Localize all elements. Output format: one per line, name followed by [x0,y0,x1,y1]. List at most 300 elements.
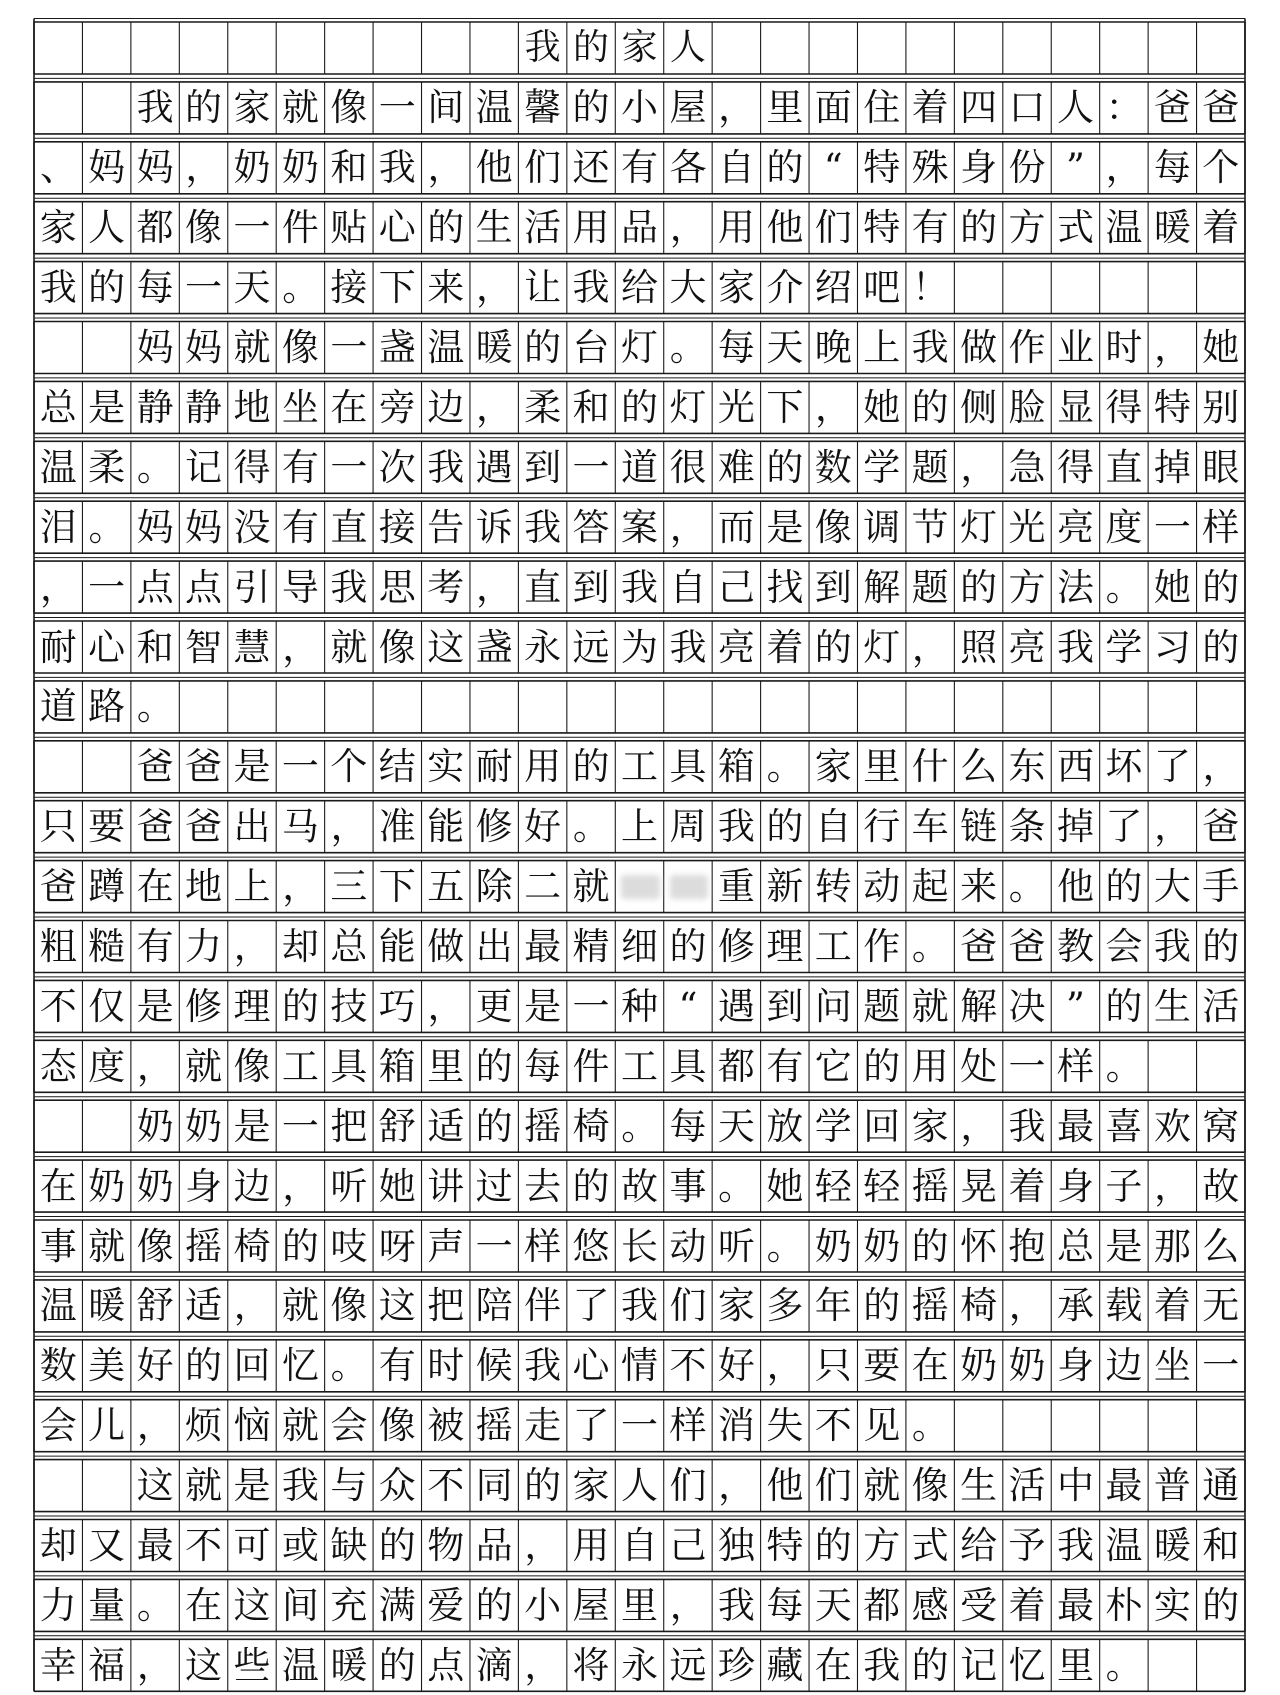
paragraph-1-char: 有 [620,146,658,190]
paragraph-2-char: ， [815,385,853,429]
paragraph-2-char: 灯 [620,326,658,369]
paragraph-3-char: ， [233,925,271,968]
paragraph-3-char: 手 [1202,865,1240,909]
paragraph-5-char: 他 [766,1464,804,1508]
paragraph-5-char: 与 [330,1464,368,1508]
paragraph-5-char: ， [136,1643,174,1687]
paragraph-2-char: 到 [572,565,610,609]
paragraph-2-char: 到 [524,445,562,489]
paragraph-3-char: 转 [814,865,852,909]
paragraph-3-char: ， [1202,745,1240,789]
paragraph-4-char: 失 [766,1404,804,1448]
paragraph-5-char: 却 [39,1524,77,1567]
paragraph-4-char: 的 [572,1164,610,1208]
paragraph-1-char: 贴 [330,206,368,250]
paragraph-2-char: 泪 [39,505,77,549]
paragraph-1-char: 每 [1153,146,1191,190]
paragraph-5-char: 最 [1056,1583,1094,1627]
paragraph-5-char: 中 [1056,1464,1094,1508]
paragraph-4-char: 载 [1105,1284,1143,1328]
paragraph-2-char: 的 [524,326,562,369]
paragraph-4-char: 欢 [1153,1104,1191,1148]
paragraph-1-char: 家 [717,266,755,310]
paragraph-4-char: 会 [39,1404,77,1448]
paragraph-3-char: 种 [620,984,658,1028]
paragraph-2-char: 的 [620,385,658,429]
paragraph-3-char: 车 [911,805,949,849]
paragraph-5-char: 充 [330,1583,368,1627]
paragraph-1-char: 屋 [669,86,707,130]
paragraph-2-char: 为 [620,625,658,669]
paragraph-5-char: 给 [960,1524,998,1567]
paragraph-4-char: 要 [863,1344,901,1388]
paragraph-1-char: ， [185,146,223,190]
paragraph-4-char: 着 [1008,1164,1046,1208]
paragraph-2-char: 的 [814,625,852,669]
paragraph-2-char: 得 [1056,445,1094,489]
paragraph-4-char: ， [1154,1164,1192,1208]
paragraph-3-char: ， [282,865,320,909]
paragraph-4-char: 悠 [572,1224,610,1268]
paragraph-3-char: 修 [717,925,755,968]
paragraph-2-char: 我 [330,565,368,609]
paragraph-4-char: 。 [621,1104,659,1148]
paragraph-2-char: 盏 [475,625,513,669]
paragraph-2-char: 有 [281,445,319,489]
paragraph-4-char: 放 [766,1104,804,1148]
paragraph-4-char: 好 [717,1344,755,1388]
paragraph-1-char: 我 [378,146,416,190]
paragraph-5-char: 特 [766,1524,804,1567]
paragraph-2-char: 一 [88,565,126,609]
paragraph-5-char: ， [524,1524,562,1567]
paragraph-3-char: 爸 [185,745,223,789]
paragraph-4-char: ， [960,1104,998,1148]
paragraph-2-char: 诉 [475,505,513,549]
paragraph-4-char: 的 [475,1104,513,1148]
paragraph-1-char: 生 [475,206,513,250]
paragraph-4-char: 家 [717,1284,755,1328]
paragraph-1-char: 四 [960,86,998,130]
paragraph-4-char: 长 [620,1224,658,1268]
paragraph-3-char: 技 [330,984,368,1028]
paragraph-4-char: 怀 [960,1224,998,1268]
paragraph-2-char: 一 [572,445,610,489]
paragraph-1-char: 绍 [814,266,852,310]
paragraph-4-char: 事 [669,1164,707,1208]
paragraph-3-char: 的 [1105,865,1143,909]
paragraph-3-char: 出 [233,805,271,849]
paragraph-4-char: 总 [1056,1224,1094,1268]
paragraph-2-char: 习 [1153,625,1191,669]
paragraph-1-char: 用 [572,206,610,250]
paragraph-2-char: 的 [960,565,998,609]
paragraph-3-char: 爸 [136,745,174,789]
paragraph-3-char: 修 [185,984,223,1028]
paragraph-3-char: 。 [1008,865,1046,909]
paragraph-3-char: 了 [1105,805,1143,849]
paragraph-5-char: 通 [1202,1464,1240,1508]
paragraph-4-char: ， [282,1164,320,1208]
paragraph-4-char: 暖 [88,1284,126,1328]
paragraph-2-char: 记 [185,445,223,489]
paragraph-1-char: 还 [572,146,610,190]
paragraph-3-char: 的 [281,984,319,1028]
paragraph-4-char: 每 [669,1104,707,1148]
paragraph-3-char: 周 [669,805,707,849]
paragraph-3-char: 行 [863,805,901,849]
paragraph-2-char: 找 [766,565,804,609]
paragraph-1-char: 奶 [281,146,319,190]
paragraph-1-char: 有 [911,206,949,250]
paragraph-1-char: ， [718,86,756,130]
paragraph-3-char: 教 [1056,925,1094,968]
paragraph-2-char: 答 [572,505,610,549]
paragraph-2-char: 做 [960,326,998,369]
paragraph-5-char: 又 [88,1524,126,1567]
paragraph-3-char: 有 [766,1044,804,1088]
paragraph-4-char: 动 [669,1224,707,1268]
paragraph-2-char: 难 [717,445,755,489]
paragraph-4-char: 呀 [378,1224,416,1268]
paragraph-1-char: 都 [136,206,174,250]
paragraph-5-char: 这 [136,1464,174,1508]
paragraph-4-char: 奶 [814,1224,852,1268]
paragraph-4-char: 奶 [136,1104,174,1148]
paragraph-4-char: 年 [814,1284,852,1328]
paragraph-5-char: 暖 [1153,1524,1191,1567]
paragraph-2-char: 得 [233,445,271,489]
paragraph-4-char: 子 [1105,1164,1143,1208]
paragraph-1-char: ， [1105,146,1143,190]
paragraph-3-char: 工 [620,745,658,789]
paragraph-2-char: 我 [1056,625,1094,669]
paragraph-4-char: 事 [39,1224,77,1268]
paragraph-1-char: 爸 [1202,86,1240,130]
paragraph-1-char: 身 [960,146,998,190]
paragraph-3-char: 理 [766,925,804,968]
paragraph-1-char: 一 [233,206,271,250]
paragraph-2-char: 的 [766,445,804,489]
paragraph-1-char: 面 [814,86,852,130]
paragraph-4-char: 故 [620,1164,658,1208]
paragraph-5-char: 们 [814,1464,852,1508]
paragraph-3-char: 工 [814,925,852,968]
paragraph-2-char: 温 [39,445,77,489]
paragraph-5-char: 。 [136,1583,174,1627]
paragraph-4-char: 轻 [814,1164,852,1208]
paragraph-1-char: 的 [88,266,126,310]
paragraph-4-char: 的 [911,1224,949,1268]
paragraph-2-char: 我 [524,505,562,549]
paragraph-1-char: 我 [572,266,610,310]
paragraph-4-char: 一 [620,1404,658,1448]
paragraph-5-char: 和 [1202,1524,1240,1567]
paragraph-4-char: 。 [718,1164,756,1208]
paragraph-2-char: 特 [1153,385,1191,429]
blurred-text-mark [670,875,708,899]
paragraph-1-char: 馨 [524,86,562,130]
paragraph-1-char: 来 [427,266,465,310]
paragraph-3-char: 里 [863,745,901,789]
paragraph-1-char: 份 [1008,146,1046,190]
paragraph-3-char: 具 [330,1044,368,1088]
paragraph-4-char: ， [1008,1284,1046,1328]
paragraph-3-char: ” [1065,984,1085,1028]
paragraph-2-char: 我 [669,625,707,669]
paragraph-1-char: 天 [233,266,271,310]
paragraph-3-char: 样 [1056,1044,1094,1088]
paragraph-3-char: 每 [524,1044,562,1088]
paragraph-4-char: 被 [427,1404,465,1448]
paragraph-3-char: 实 [427,745,465,789]
paragraph-1-char: 像 [185,206,223,250]
paragraph-3-char: 爸 [1008,925,1046,968]
paragraph-1-char: 妈 [88,146,126,190]
paragraph-2-char: 我 [427,445,465,489]
paragraph-5-char: 幸 [39,1643,77,1687]
paragraph-2-char: 直 [330,505,368,549]
paragraph-5-char: 间 [281,1583,319,1627]
paragraph-3-char: 除 [475,865,513,909]
paragraph-5-char: 最 [136,1524,174,1567]
paragraph-4-char: 晃 [960,1164,998,1208]
paragraph-1-char: 方 [1008,206,1046,250]
paragraph-2-char: 照 [960,625,998,669]
paragraph-3-char: 工 [620,1044,658,1088]
paragraph-1-char: 殊 [911,146,949,190]
paragraph-5-char: 在 [185,1583,223,1627]
paragraph-4-char: 是 [233,1104,271,1148]
paragraph-2-char: 远 [572,625,610,669]
paragraph-3-char: 处 [960,1044,998,1088]
paragraph-2-char: 温 [427,326,465,369]
paragraph-1-char: ： [1105,86,1143,130]
paragraph-1-char: 活 [524,206,562,250]
paragraph-4-char: 是 [1105,1224,1143,1268]
paragraph-5-char: 就 [185,1464,223,1508]
paragraph-4-char: 的 [281,1224,319,1268]
paragraph-5-char: 我 [717,1583,755,1627]
paragraph-4-char: 候 [475,1344,513,1388]
paragraph-5-char: 这 [233,1583,271,1627]
paragraph-2-char: 接 [378,505,416,549]
paragraph-4-char: 椅 [572,1104,610,1148]
paragraph-5-char: 实 [1153,1583,1191,1627]
paragraph-4-char: 不 [814,1404,852,1448]
paragraph-4-char: 故 [1202,1164,1240,1208]
paragraph-2-char: 亮 [717,625,755,669]
paragraph-1-char: 里 [766,86,804,130]
paragraph-2-char: 像 [378,625,416,669]
paragraph-5-char: 的 [378,1524,416,1567]
paragraph-5-char: 生 [960,1464,998,1508]
paragraph-4-char: 吱 [330,1224,368,1268]
paragraph-1-char: 暖 [1153,206,1191,250]
paragraph-1-char: 像 [330,86,368,130]
paragraph-3-char: 出 [475,925,513,968]
paragraph-1-char: 吧 [863,266,901,310]
paragraph-3-char: 能 [378,925,416,968]
paragraph-1-char: 家 [39,206,77,250]
paragraph-4-char: 无 [1202,1284,1240,1328]
paragraph-5-char: 普 [1153,1464,1191,1508]
title-char: 家 [621,27,658,68]
paragraph-5-char: 可 [233,1524,271,1567]
paragraph-3-char: 最 [524,925,562,968]
paragraph-4-char: 一 [281,1104,319,1148]
paragraph-1-char: 件 [281,206,319,250]
paragraph-1-char: 们 [524,146,562,190]
paragraph-2-char: 直 [1105,445,1143,489]
paragraph-5-char: 自 [620,1524,658,1567]
paragraph-4-char: 这 [378,1284,416,1328]
paragraph-2-char: 晚 [814,326,852,369]
paragraph-5-char: 式 [911,1524,949,1567]
paragraph-2-char: 旁 [378,385,416,429]
paragraph-3-char: 有 [136,925,174,968]
paragraph-4-char: 儿 [88,1404,126,1448]
paragraph-2-char: ， [475,385,513,429]
paragraph-3-char: 具 [669,1044,707,1088]
paragraph-3-char: 做 [427,925,465,968]
paragraph-2-char: 像 [814,505,852,549]
paragraph-2-char: 样 [1202,505,1240,549]
paragraph-4-char: 走 [524,1404,562,1448]
paragraph-3-char: 精 [572,925,610,968]
paragraph-1-char: ， [669,206,707,250]
paragraph-1-char: “ [823,146,843,190]
paragraph-1-char: 温 [475,86,513,130]
paragraph-5-char: 感 [911,1583,949,1627]
paragraph-5-char: 暖 [330,1643,368,1687]
paragraph-3-char: 能 [427,805,465,849]
title-char: 人 [669,27,706,68]
paragraph-3-char: 的 [572,745,610,789]
paragraph-1-char: 人 [88,206,126,250]
paragraph-3-char: 一 [1008,1044,1046,1088]
paragraph-5-char: 的 [378,1643,416,1687]
paragraph-2-char: 光 [1008,505,1046,549]
paragraph-1-char: 品 [620,206,658,250]
paragraph-2-char: 台 [572,326,610,369]
title-char: 的 [573,27,610,68]
paragraph-5-char: 永 [620,1643,658,1687]
paragraph-5-char: 天 [814,1583,852,1627]
paragraph-5-char: 们 [669,1464,707,1508]
paragraph-1-char: 家 [233,86,271,130]
paragraph-3-char: 爸 [1202,805,1240,849]
paragraph-4-char: 烦 [185,1404,223,1448]
paragraph-2-char: 告 [427,505,465,549]
paragraph-3-char: 什 [911,745,949,789]
paragraph-3-char: 。 [1105,1044,1143,1088]
paragraph-5-char: 不 [185,1524,223,1567]
paragraph-2-char: 考 [427,565,465,609]
paragraph-3-char: 准 [378,805,416,849]
paragraph-4-char: 。 [911,1404,949,1448]
paragraph-1-char: 特 [863,146,901,190]
paragraph-4-char: 摇 [911,1164,949,1208]
paragraph-2-char: 得 [1105,385,1143,429]
paragraph-4-char: 承 [1056,1284,1094,1328]
paragraph-3-char: 了 [1153,745,1191,789]
paragraph-5-char: 每 [766,1583,804,1627]
paragraph-4-char: 声 [427,1224,465,1268]
paragraph-2-char: 她 [863,385,901,429]
paragraph-4-char: 奶 [88,1164,126,1208]
paragraph-5-char: 不 [427,1464,465,1508]
paragraph-1-char: 我 [39,266,77,310]
paragraph-2-char: 路 [88,685,126,729]
paragraph-4-char: 。 [766,1224,804,1268]
paragraph-3-char: 态 [39,1044,77,1088]
paragraph-2-char: 妈 [136,326,174,369]
paragraph-4-char: 的 [185,1344,223,1388]
paragraph-1-char: 的 [766,146,804,190]
paragraph-2-char: 灯 [863,625,901,669]
paragraph-4-char: ， [766,1344,804,1388]
paragraph-2-char: 她 [1153,565,1191,609]
paragraph-2-char: 道 [39,685,77,729]
paragraph-3-char: 的 [669,925,707,968]
paragraph-5-char: 小 [524,1583,562,1627]
paragraph-3-char: 重 [717,865,755,909]
paragraph-3-char: 坏 [1105,745,1143,789]
paragraph-4-char: 椅 [233,1224,271,1268]
paragraph-3-char: 箱 [378,1044,416,1088]
paragraph-2-char: 亮 [1056,505,1094,549]
paragraph-5-char: 点 [427,1643,465,1687]
paragraph-2-char: 。 [88,505,126,549]
paragraph-2-char: 像 [281,326,319,369]
paragraph-2-char: 解 [863,565,901,609]
paragraph-3-char: 不 [39,984,77,1028]
paragraph-3-char: 细 [620,925,658,968]
paragraph-4-char: 像 [378,1404,416,1448]
paragraph-1-char: 爸 [1153,86,1191,130]
paragraph-2-char: 慧 [233,625,271,669]
paragraph-1-char: 他 [766,206,804,250]
paragraph-5-char: 满 [378,1583,416,1627]
paragraph-5-char: 力 [39,1583,77,1627]
paragraph-4-char: 听 [717,1224,755,1268]
paragraph-2-char: ， [40,565,77,609]
paragraph-4-char: 过 [475,1164,513,1208]
paragraph-3-char: ， [427,984,465,1028]
paragraph-3-char: 用 [911,1044,949,1088]
paragraph-5-char: 我 [1056,1524,1094,1567]
paragraph-2-char: 灯 [669,385,707,429]
paragraph-1-char: 着 [911,86,949,130]
paragraph-1-char: 各 [669,146,707,190]
paragraph-1-char: 人 [1056,86,1094,130]
paragraph-2-char: 次 [378,445,416,489]
paragraph-2-char: 地 [233,385,271,429]
paragraph-2-char: 思 [378,565,416,609]
paragraph-2-char: ， [282,625,320,669]
paragraph-4-char: ， [136,1404,174,1448]
paragraph-3-char: 上 [620,805,658,849]
paragraph-3-char: 却 [281,925,319,968]
paragraph-3-char: 遇 [717,984,755,1028]
paragraph-5-char: 己 [669,1524,707,1567]
paragraph-5-char: 的 [524,1464,562,1508]
paragraph-4-char: 样 [524,1224,562,1268]
paragraph-4-char: 有 [378,1344,416,1388]
paragraph-3-char: 就 [185,1044,223,1088]
paragraph-4-char: 学 [814,1104,852,1148]
